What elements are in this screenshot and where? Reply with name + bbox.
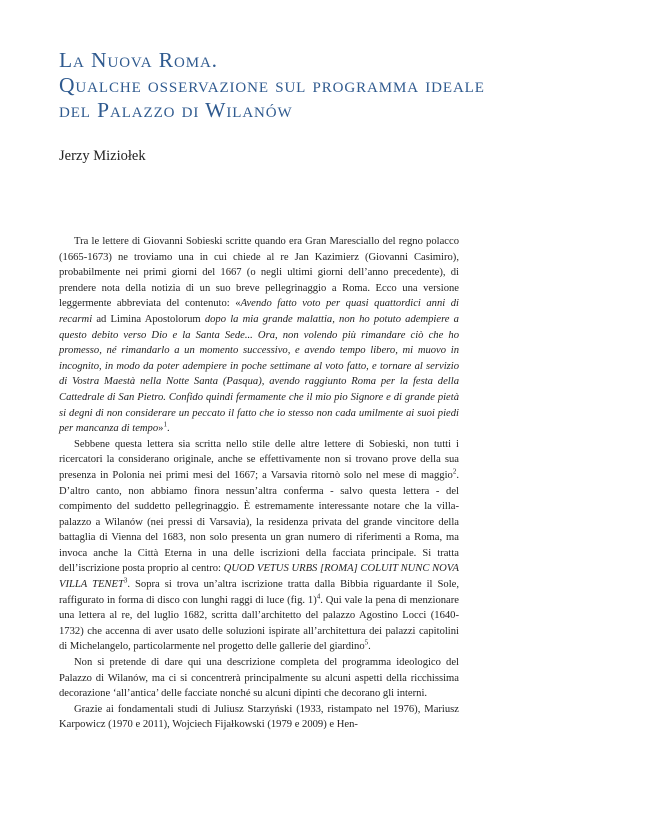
paragraph-4: Grazie ai fondamentali studi di Juliusz Starzyński (1933, ristampato nel 1976), Mariusz Karpowicz (1970 e 2011), Wojciech Fijałkowski (1979 e 2009) e Hen- — [59, 703, 459, 731]
article-title — [59, 48, 619, 123]
author-name: Jerzy Miziołek — [59, 148, 146, 164]
footnote-ref-2[interactable]: 2 — [452, 467, 457, 476]
title-line-3: del Palazzo di Wilanów — [59, 98, 293, 122]
article-body — [59, 234, 459, 733]
title-line-2: Qualche osservazione sul programma ideale — [59, 73, 485, 97]
paragraph-2: Sebbene questa lettera sia scritta nello stile delle altre lettere di Sobieski, non tutti i ricercatori la considerano originale, anche se effettivamente non si trovano prove della sua presenza in Polonia nei primi mesi del 1667; a Varsavia ritornò solo nel mese di maggio$^2$. D’altro canto, non abbiamo finora nessun’altra conferma - salvo questa lettera - del compimento del suddetto pellegrinaggio. È estremamente interessante notare che la villa-palazzo a Wilanów (nei pressi di Varsavia), la residenza privata del grande vincitore della battaglia di Vienna del 1683, non solo presenta un gran numero di riferimenti a Roma, ma invoca anche la Città Eterna in una delle iscrizioni della facciata principale. Si tratta dell’iscrizione posta proprio al centro: QUOD VETUS URBS [ROMA] COLUIT NUNC NOVA VILLA TENET$^3$. Sopra si trova un’altra iscrizione tratta dalla Bibbia riguardante il Sole, raffigurato in forma di disco con lunghi raggi di luce (fig. 1)$^4$. Qui vale la pena di menzionare una lettera al re, del luglio 1682, scritta dall’architetto del palazzo Agostino Locci (1640-1732) che accenna di aver usato delle soluzioni ispirate all’architettura dei palazzi capitolini di Michelangelo, particolarmente nel progetto delle gallerie del giardino$^5$. — [59, 438, 459, 653]
paragraph-3: Non si pretende di dare qui una descrizione completa del programma ideologico del Palazzo di Wilanów, ma ci si concentrerà principalmente su alcuni aspetti della ricchissima decorazione ‘all’antica’ delle facciate nonché su alcuni dipinti che decorano gli interni. — [59, 657, 459, 700]
paragraph-1: Tra le lettere di Giovanni Sobieski scritte quando era Gran Maresciallo del regno polacco (1665-1673) ne troviamo una in cui chiede al re Jan Kazimierz (Giovanni Casimiro), probabilmente nei primi giorni del 1667 (o negli ultimi giorni dell’anno precedente), di prendere nota della notizia di un suo breve pellegrinaggio a Roma. Ecco una versione leggermente abbreviata del contenuto: «Avendo fatto voto per quasi quattordici anni di recarmi ad Limina Apostolorum dopo la mia grande malattia, non ho potuto adempiere a questo debito verso Dio e la Santa Sede... Ora, non volendo più rimandare ciò che ho promesso, né rimandarlo a un momento successivo, e avendo tempo libero, mi muovo in incognito, in modo da poter adempiere in poche settimane al voto fatto, e tornare al servizio di Vostra Maestà nella Notte Santa (Pasqua), avendo raggiunto Roma per la festa della Cattedrale di San Pietro. Confido quindi fermamente che il mio pio Signore e di grande pietà si degni di non considerare un peccato il fatto che io stesso non cada umilmente ai suoi piedi per mancanza di tempo»$^1$. — [59, 236, 459, 435]
footnote-ref-1[interactable]: 1 — [163, 420, 167, 429]
footnote-ref-4[interactable]: 4 — [316, 592, 321, 601]
footnote-ref-3[interactable]: 3 — [123, 576, 128, 585]
footnote-ref-5[interactable]: 5 — [364, 638, 369, 647]
title-line-1: La Nuova Roma. — [59, 48, 218, 72]
